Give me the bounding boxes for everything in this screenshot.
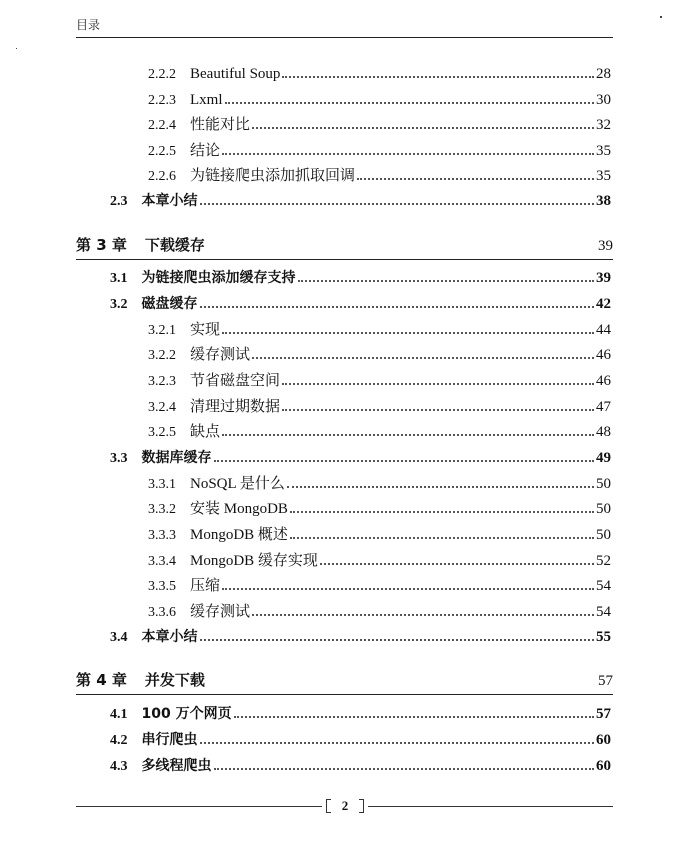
chapter-rule xyxy=(76,259,613,260)
entry-number: 2.2.3 xyxy=(148,93,176,108)
dot-leader xyxy=(200,306,595,308)
toc-entry[interactable] xyxy=(0,371,611,391)
dot-leader xyxy=(290,511,594,513)
entry-page: 32 xyxy=(596,117,611,133)
dot-leader xyxy=(290,537,594,539)
dot-leader xyxy=(252,357,594,359)
toc-entry[interactable] xyxy=(0,602,611,622)
entry-title: 压缩 xyxy=(190,578,221,594)
entry-title: 节省磁盘空间 xyxy=(190,373,281,389)
dot-leader xyxy=(234,716,594,718)
entry-number: 4.1 xyxy=(110,707,128,722)
entry-title: 为链接爬虫添加缓存支持 xyxy=(141,270,296,286)
dot-leader xyxy=(282,76,594,78)
toc-entry[interactable] xyxy=(0,551,611,571)
toc-entry[interactable] xyxy=(0,576,611,596)
entry-page: 54 xyxy=(596,578,611,594)
dot-leader xyxy=(357,178,594,180)
entry-title: 结论 xyxy=(190,143,221,159)
entry-number: 2.2.2 xyxy=(148,67,176,82)
entry-page: 50 xyxy=(596,527,611,543)
dot-leader xyxy=(320,563,594,565)
dot-leader xyxy=(225,102,595,104)
entry-page: 50 xyxy=(596,476,611,492)
entry-title: NoSQL 是什么 xyxy=(190,476,285,492)
toc-entry[interactable] xyxy=(0,627,611,647)
entry-page: 60 xyxy=(596,758,611,774)
entry-title: 多线程爬虫 xyxy=(141,758,212,774)
dot-leader xyxy=(222,332,594,334)
entry-page: 39 xyxy=(596,270,611,286)
dot-leader xyxy=(222,434,594,436)
entry-title: 缺点 xyxy=(190,424,221,440)
entry-number: 3.2.1 xyxy=(148,323,176,338)
entry-page: 35 xyxy=(596,143,611,159)
entry-page: 47 xyxy=(596,399,611,415)
toc-entry[interactable] xyxy=(0,141,611,161)
entry-page: 50 xyxy=(596,501,611,517)
toc-entry[interactable] xyxy=(0,320,611,340)
toc-entry[interactable] xyxy=(0,268,611,288)
entry-title: 本章小结 xyxy=(141,629,198,645)
scan-speck xyxy=(660,16,662,18)
toc-entry[interactable] xyxy=(0,525,611,545)
entry-page: 28 xyxy=(596,66,611,82)
entry-number: 2.2.6 xyxy=(148,169,176,184)
dot-leader xyxy=(200,639,595,641)
chapter-label: 第 4 章 xyxy=(76,671,127,689)
dot-leader xyxy=(222,153,594,155)
entry-title: 磁盘缓存 xyxy=(141,296,198,312)
entry-page: 38 xyxy=(596,193,611,209)
toc-entry[interactable] xyxy=(0,294,611,314)
entry-title: 实现 xyxy=(190,322,221,338)
toc-entry[interactable] xyxy=(0,64,611,84)
entry-page: 60 xyxy=(596,732,611,748)
entry-number: 3.2.4 xyxy=(148,400,176,415)
entry-number: 4.2 xyxy=(110,733,128,748)
toc-entry[interactable] xyxy=(0,756,611,776)
entry-number: 3.3.3 xyxy=(148,528,176,543)
chapter-page: 39 xyxy=(598,238,613,254)
dot-leader xyxy=(282,409,594,411)
toc-entry[interactable] xyxy=(0,448,611,468)
entry-title: 串行爬虫 xyxy=(141,732,198,748)
entry-number: 3.3 xyxy=(110,451,128,466)
entry-page: 44 xyxy=(596,322,611,338)
toc-entry[interactable] xyxy=(0,730,611,750)
chapter-heading[interactable] xyxy=(76,234,613,260)
dot-leader xyxy=(282,383,594,385)
entry-title: Lxml xyxy=(190,92,223,108)
entry-number: 2.2.4 xyxy=(148,118,176,133)
entry-number: 3.2.3 xyxy=(148,374,176,389)
chapter-title: 并发下载 xyxy=(144,671,205,689)
entry-number: 3.4 xyxy=(110,630,128,645)
entry-page: 46 xyxy=(596,347,611,363)
entry-title: 为链接爬虫添加抓取回调 xyxy=(190,168,356,184)
header-rule xyxy=(76,37,613,38)
entry-number: 3.3.4 xyxy=(148,554,176,569)
dot-leader xyxy=(222,588,594,590)
entry-number: 3.3.5 xyxy=(148,579,176,594)
toc-entry[interactable] xyxy=(0,90,611,110)
running-head: 目录 xyxy=(76,18,101,32)
entry-page: 55 xyxy=(596,629,611,645)
chapter-heading[interactable] xyxy=(76,669,613,695)
entry-page: 52 xyxy=(596,553,611,569)
chapter-page: 57 xyxy=(598,673,613,689)
entry-number: 3.2.2 xyxy=(148,348,176,363)
footer-rule-right xyxy=(368,806,613,807)
entry-number: 4.3 xyxy=(110,759,128,774)
dot-leader xyxy=(214,460,595,462)
toc-entry[interactable] xyxy=(0,704,611,724)
toc-entry[interactable] xyxy=(0,191,611,211)
entry-page: 49 xyxy=(596,450,611,466)
dot-leader xyxy=(287,486,594,488)
chapter-title: 下载缓存 xyxy=(144,236,205,254)
entry-page: 54 xyxy=(596,604,611,620)
entry-page: 35 xyxy=(596,168,611,184)
dot-leader xyxy=(200,203,595,205)
dot-leader xyxy=(252,127,594,129)
scan-speck xyxy=(16,48,17,49)
toc-entry[interactable] xyxy=(0,474,611,494)
entry-number: 2.3 xyxy=(110,194,128,209)
toc-entry[interactable] xyxy=(0,166,611,186)
entry-page: 48 xyxy=(596,424,611,440)
chapter-rule xyxy=(76,694,613,695)
footer-rule-left xyxy=(76,806,322,807)
entry-page: 30 xyxy=(596,92,611,108)
entry-number: 3.2 xyxy=(110,297,128,312)
toc-entry[interactable] xyxy=(0,345,611,365)
dot-leader xyxy=(252,614,594,616)
entry-page: 42 xyxy=(596,296,611,312)
dot-leader xyxy=(214,768,595,770)
entry-title: 缓存测试 xyxy=(190,604,251,620)
entry-title: 100 万个网页 xyxy=(141,706,232,722)
entry-title: 性能对比 xyxy=(190,117,251,133)
entry-title: Beautiful Soup xyxy=(190,66,281,82)
entry-number: 3.3.1 xyxy=(148,477,176,492)
entry-title: MongoDB 概述 xyxy=(190,527,288,543)
dot-leader xyxy=(200,742,595,744)
toc-entry[interactable] xyxy=(0,422,611,442)
page-number: 2 xyxy=(326,797,364,815)
entry-title: 缓存测试 xyxy=(190,347,251,363)
entry-page: 46 xyxy=(596,373,611,389)
entry-number: 3.2.5 xyxy=(148,425,176,440)
chapter-label: 第 3 章 xyxy=(76,236,127,254)
entry-number: 3.3.6 xyxy=(148,605,176,620)
entry-number: 3.1 xyxy=(110,271,128,286)
entry-page: 57 xyxy=(596,706,611,722)
toc-entry[interactable] xyxy=(0,397,611,417)
entry-title: 安装 MongoDB xyxy=(190,501,288,517)
entry-number: 3.3.2 xyxy=(148,502,176,517)
toc-entry[interactable] xyxy=(0,115,611,135)
entry-title: MongoDB 缓存实现 xyxy=(190,553,318,569)
entry-title: 本章小结 xyxy=(141,193,198,209)
entry-number: 2.2.5 xyxy=(148,144,176,159)
entry-title: 数据库缓存 xyxy=(141,450,212,466)
toc-entry[interactable] xyxy=(0,499,611,519)
dot-leader xyxy=(298,280,595,282)
entry-title: 清理过期数据 xyxy=(190,399,281,415)
